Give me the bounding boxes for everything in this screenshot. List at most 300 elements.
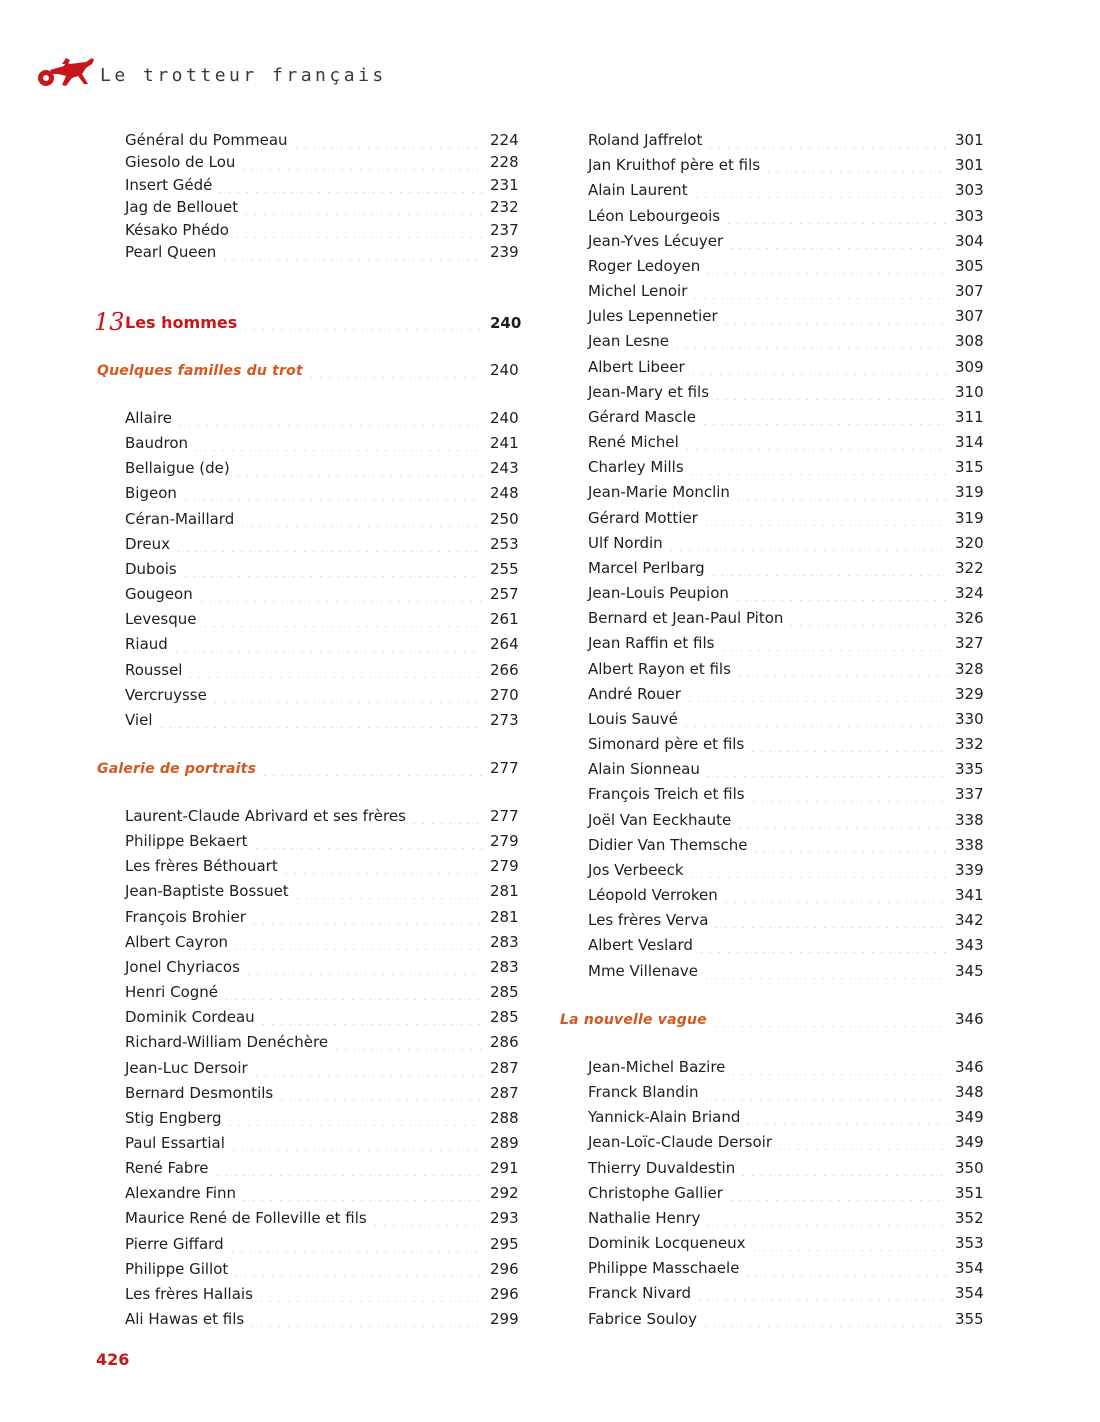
dot-leader — [722, 323, 947, 324]
entry-page: 335 — [955, 760, 984, 779]
toc-entry — [588, 836, 985, 858]
entry-page: 224 — [490, 131, 519, 149]
entry-title: André Rouer — [588, 684, 681, 703]
entry-page: 353 — [955, 1234, 984, 1253]
toc-entry — [125, 243, 520, 265]
entry-title: Richard-William Denéchère — [125, 1033, 329, 1052]
dot-leader — [729, 1074, 947, 1075]
entry-title: Albert Libeer — [588, 357, 685, 376]
dot-leader — [735, 676, 947, 677]
entry-page: 255 — [490, 559, 519, 578]
entry-title: Franck Blandin — [588, 1083, 699, 1102]
dot-leader — [229, 1150, 482, 1151]
chapter-number: 13 — [94, 308, 125, 336]
toc-entry — [125, 1159, 520, 1181]
entry-page: 304 — [955, 231, 984, 250]
dot-leader — [252, 1075, 482, 1076]
dot-leader — [689, 374, 947, 375]
dot-leader — [248, 1326, 482, 1327]
entry-page: 319 — [955, 483, 984, 502]
entry-page: 287 — [490, 1083, 519, 1102]
entry-page: 307 — [955, 307, 984, 326]
entry-page: 286 — [490, 1033, 519, 1052]
dot-leader — [743, 1275, 947, 1276]
toc-entry — [125, 882, 520, 904]
entry-page: 327 — [955, 634, 984, 653]
dot-leader — [332, 1049, 482, 1050]
dot-leader — [688, 474, 947, 475]
dot-leader — [719, 650, 948, 651]
entry-title: Jean-Luc Dersoir — [125, 1058, 248, 1077]
sulky-trotter-icon — [36, 52, 98, 92]
dot-leader — [211, 702, 482, 703]
toc-entry — [125, 535, 520, 557]
entry-page: 338 — [955, 835, 984, 854]
entry-title: Les frères Béthouart — [125, 857, 278, 876]
toc-entry — [125, 1235, 520, 1257]
entry-page: 257 — [490, 585, 519, 604]
toc-entry — [588, 1234, 985, 1256]
entry-title: Albert Veslard — [588, 936, 693, 955]
entry-page: 277 — [490, 759, 519, 777]
toc-entry — [588, 1108, 985, 1130]
dot-leader — [307, 377, 482, 378]
toc-entry — [125, 807, 520, 829]
entry-page: 273 — [490, 710, 519, 729]
dot-leader — [749, 801, 947, 802]
dot-leader — [226, 1125, 482, 1126]
toc-entry — [588, 282, 985, 304]
dot-leader — [234, 475, 482, 476]
dot-leader — [250, 924, 482, 925]
entry-page: 261 — [490, 610, 519, 629]
entry-title: Alexandre Finn — [125, 1184, 237, 1203]
entry-page: 270 — [490, 685, 519, 704]
toc-entry — [125, 958, 520, 980]
dot-leader — [257, 1301, 482, 1302]
entry-title: Késako Phédo — [125, 220, 229, 239]
dot-leader — [744, 1124, 947, 1125]
toc-entry — [125, 153, 520, 175]
dot-leader — [186, 677, 482, 678]
entry-page: 266 — [490, 660, 519, 679]
dot-leader — [176, 425, 482, 426]
entry-page: 279 — [490, 832, 519, 851]
toc-entry — [588, 962, 985, 984]
dot-leader — [260, 775, 482, 776]
dot-leader — [702, 1099, 947, 1100]
dot-leader — [181, 576, 482, 577]
entry-title: Mme Villenave — [588, 961, 699, 980]
toc-entry — [588, 433, 985, 455]
toc-entry — [125, 221, 520, 243]
dot-leader — [685, 701, 947, 702]
entry-title: Giesolo de Lou — [125, 153, 236, 172]
toc-entry — [588, 609, 985, 631]
entry-title: Dominik Cordeau — [125, 1008, 255, 1027]
dot-leader — [704, 273, 947, 274]
entry-title: Joël Van Eeckhaute — [588, 810, 732, 829]
toc-entry — [125, 832, 520, 854]
dot-leader — [750, 1250, 947, 1251]
page-number: 426 — [96, 1350, 130, 1369]
entry-title: Insert Gédé — [125, 175, 213, 194]
entry-page: 339 — [955, 860, 984, 879]
dot-leader — [787, 625, 947, 626]
entry-page: 324 — [955, 584, 984, 603]
dot-leader — [259, 1024, 482, 1025]
entry-title: Bernard et Jean-Paul Piton — [588, 609, 784, 628]
dot-leader — [764, 172, 947, 173]
entry-page: 319 — [955, 508, 984, 527]
entry-title: Simonard père et fils — [588, 735, 745, 754]
toc-entry — [125, 434, 520, 456]
dot-leader — [238, 526, 482, 527]
entry-title: Pearl Queen — [125, 243, 217, 261]
toc-entry — [588, 685, 985, 707]
dot-leader — [712, 927, 947, 928]
entry-page: 250 — [490, 509, 519, 528]
entry-title: La nouvelle vague — [560, 1012, 707, 1028]
toc-entry — [125, 1008, 520, 1030]
entry-title: Albert Cayron — [125, 932, 229, 951]
entry-page: 341 — [955, 886, 984, 905]
toc-entry — [588, 534, 985, 556]
dot-leader — [667, 550, 947, 551]
dot-leader — [706, 147, 947, 148]
toc-entry — [125, 857, 520, 879]
entry-page: 295 — [490, 1234, 519, 1253]
entry-page: 281 — [490, 907, 519, 926]
entry-title: René Fabre — [125, 1159, 209, 1178]
entry-title: Léon Lebourgeois — [588, 206, 721, 225]
entry-title: Allaire — [125, 409, 173, 427]
entry-page: 228 — [490, 153, 519, 172]
toc-entry — [588, 483, 985, 505]
entry-title: Dreux — [125, 534, 170, 553]
dot-leader — [713, 399, 947, 400]
entry-title: Quelques familles du trot — [97, 363, 303, 379]
toc-entry — [125, 198, 520, 220]
toc-entry — [125, 1310, 520, 1332]
toc-entry — [588, 408, 985, 430]
dot-leader — [711, 1026, 947, 1027]
toc-entry — [588, 861, 985, 883]
entry-title: Christophe Gallier — [588, 1183, 723, 1202]
toc-entry — [588, 886, 985, 908]
entry-page: 289 — [490, 1133, 519, 1152]
entry-title: Gérard Mottier — [588, 508, 698, 527]
dot-leader — [704, 1225, 947, 1226]
entry-title: Pierre Giffard — [125, 1234, 224, 1253]
entry-title: François Treich et fils — [588, 785, 745, 804]
entry-page: 293 — [490, 1209, 519, 1228]
entry-page: 346 — [955, 1010, 984, 1028]
entry-title: Galerie de portraits — [97, 761, 257, 777]
toc-entry — [125, 1260, 520, 1282]
dot-leader — [174, 551, 482, 552]
dot-leader — [232, 949, 482, 950]
dot-leader — [292, 147, 482, 148]
entry-title: Jean-Marie Monclin — [588, 483, 730, 502]
entry-page: 231 — [490, 175, 519, 194]
dot-leader — [702, 525, 947, 526]
toc-entry — [588, 383, 985, 405]
dot-leader — [241, 329, 482, 330]
entry-page: 303 — [955, 181, 984, 200]
toc-entry — [588, 332, 985, 354]
entry-page: 301 — [955, 156, 984, 175]
toc-entry — [125, 686, 520, 708]
toc-entry — [125, 1084, 520, 1106]
entry-title: Michel Lenoir — [588, 282, 688, 301]
toc-entry — [125, 1109, 520, 1131]
entry-title: Roussel — [125, 660, 183, 679]
toc-entry — [125, 409, 520, 431]
entry-title: Jules Lepennetier — [588, 307, 718, 326]
toc-entry — [125, 484, 520, 506]
dot-leader — [410, 823, 482, 824]
entry-title: Céran-Maillard — [125, 509, 235, 528]
dot-leader — [240, 1200, 482, 1201]
entry-title: Jean Raffin et fils — [588, 634, 715, 653]
dot-leader — [695, 1300, 947, 1301]
entry-page: 283 — [490, 932, 519, 951]
entry-page: 279 — [490, 857, 519, 876]
entry-title: Jag de Bellouet — [125, 198, 239, 217]
dot-leader — [688, 877, 947, 878]
entry-page: 350 — [955, 1158, 984, 1177]
entry-page: 343 — [955, 936, 984, 955]
dot-leader — [242, 214, 482, 215]
entry-title: Alain Laurent — [588, 181, 688, 200]
toc-entry — [588, 207, 985, 229]
entry-page: 329 — [955, 684, 984, 703]
entry-page: 315 — [955, 458, 984, 477]
entry-page: 345 — [955, 961, 984, 980]
entry-title: Albert Rayon et fils — [588, 659, 731, 678]
entry-title: Ali Hawas et fils — [125, 1310, 245, 1328]
entry-page: 328 — [955, 659, 984, 678]
entry-page: 241 — [490, 434, 519, 453]
entry-page: 303 — [955, 206, 984, 225]
toc-entry — [588, 1083, 985, 1105]
toc-entry — [125, 711, 520, 733]
entry-page: 299 — [490, 1310, 519, 1328]
entry-page: 232 — [490, 198, 519, 217]
dot-leader — [252, 848, 482, 849]
dot-leader — [222, 999, 482, 1000]
entry-title: Les hommes — [125, 313, 238, 332]
toc-entry — [588, 156, 985, 178]
dot-leader — [722, 902, 947, 903]
dot-leader — [727, 1200, 947, 1201]
toc-entry — [125, 610, 520, 632]
entry-title: Dubois — [125, 559, 177, 578]
entry-title: Vercruysse — [125, 685, 207, 704]
entry-page: 351 — [955, 1183, 984, 1202]
dot-leader — [702, 978, 947, 979]
entry-title: Franck Nivard — [588, 1284, 691, 1303]
entry-page: 301 — [955, 131, 984, 149]
entry-title: Jos Verbeeck — [588, 860, 684, 879]
toc-section-heading — [97, 759, 520, 781]
dot-leader — [371, 1225, 482, 1226]
toc-entry — [125, 983, 520, 1005]
entry-title: René Michel — [588, 433, 679, 452]
toc-entry — [125, 1184, 520, 1206]
entry-page: 352 — [955, 1208, 984, 1227]
entry-page: 240 — [490, 314, 522, 332]
entry-page: 337 — [955, 785, 984, 804]
entry-title: Jean-Yves Lécuyer — [588, 231, 724, 250]
entry-title: Jean-Michel Bazire — [588, 1058, 726, 1076]
dot-leader — [239, 169, 482, 170]
dot-leader — [692, 197, 947, 198]
entry-page: 248 — [490, 484, 519, 503]
toc-entry — [588, 710, 985, 732]
dot-leader — [233, 237, 482, 238]
toc-entry — [588, 458, 985, 480]
dot-leader — [181, 500, 482, 501]
entry-title: Jean-Baptiste Bossuet — [125, 882, 289, 901]
entry-page: 355 — [955, 1309, 984, 1328]
entry-page: 285 — [490, 1008, 519, 1027]
entry-page: 296 — [490, 1284, 519, 1303]
entry-page: 291 — [490, 1159, 519, 1178]
entry-page: 320 — [955, 533, 984, 552]
dot-leader — [697, 952, 947, 953]
toc-chapter-heading — [125, 313, 520, 335]
dot-leader — [776, 1149, 947, 1150]
toc-entry — [588, 307, 985, 329]
entry-page: 285 — [490, 983, 519, 1002]
toc-section-heading — [97, 361, 520, 383]
dot-leader — [192, 450, 482, 451]
entry-page: 283 — [490, 957, 519, 976]
toc-entry — [125, 131, 520, 153]
dot-leader — [748, 751, 947, 752]
toc-entry — [588, 760, 985, 782]
entry-title: Philippe Gillot — [125, 1259, 229, 1278]
entry-page: 287 — [490, 1058, 519, 1077]
toc-entry — [125, 933, 520, 955]
entry-title: Riaud — [125, 635, 168, 654]
toc-entry — [588, 911, 985, 933]
toc-entry — [588, 1184, 985, 1206]
entry-title: Léopold Verroken — [588, 886, 718, 905]
entry-page: 281 — [490, 882, 519, 901]
entry-title: Laurent-Claude Abrivard et ses frères — [125, 807, 406, 825]
entry-title: Viel — [125, 710, 153, 729]
entry-title: Philippe Masschaele — [588, 1259, 740, 1278]
entry-title: Ulf Nordin — [588, 533, 663, 552]
toc-entry — [588, 1259, 985, 1281]
entry-page: 342 — [955, 911, 984, 930]
toc-entry — [588, 1310, 985, 1332]
entry-page: 288 — [490, 1108, 519, 1127]
entry-title: Louis Sauvé — [588, 709, 678, 728]
toc-entry — [125, 510, 520, 532]
entry-page: 326 — [955, 609, 984, 628]
dot-leader — [232, 1276, 482, 1277]
dot-leader — [277, 1100, 482, 1101]
toc-entry — [125, 635, 520, 657]
entry-page: 239 — [490, 243, 519, 261]
entry-title: François Brohier — [125, 907, 246, 926]
entry-page: 305 — [955, 256, 984, 275]
entry-page: 346 — [955, 1058, 984, 1076]
toc-entry — [588, 257, 985, 279]
entry-title: Baudron — [125, 434, 189, 453]
entry-title: Gérard Mascle — [588, 407, 696, 426]
dot-leader — [157, 727, 483, 728]
entry-title: Marcel Perlbarg — [588, 558, 705, 577]
dot-leader — [735, 827, 947, 828]
entry-page: 354 — [955, 1284, 984, 1303]
toc-entry — [588, 232, 985, 254]
entry-title: Jean-Loïc-Claude Dersoir — [588, 1133, 772, 1152]
entry-page: 354 — [955, 1259, 984, 1278]
dot-leader — [751, 852, 947, 853]
toc-entry — [588, 584, 985, 606]
toc-entry — [588, 358, 985, 380]
toc-entry — [588, 1209, 985, 1231]
toc-entry — [588, 634, 985, 656]
dot-leader — [691, 298, 947, 299]
dot-leader — [724, 223, 947, 224]
entry-title: Jean-Louis Peupion — [588, 584, 729, 603]
dot-leader — [228, 1251, 482, 1252]
toc-entry — [588, 1058, 985, 1080]
entry-title: Les frères Hallais — [125, 1284, 253, 1303]
toc-entry — [125, 560, 520, 582]
entry-page: 348 — [955, 1083, 984, 1102]
entry-title: Jean Lesne — [588, 332, 669, 351]
toc-entry — [588, 785, 985, 807]
entry-title: Thierry Duvaldestin — [588, 1158, 736, 1177]
toc-entry — [125, 1285, 520, 1307]
entry-title: Yannick-Alain Briand — [588, 1108, 741, 1127]
toc-entry — [588, 811, 985, 833]
running-header — [36, 52, 387, 92]
book-title: Le trotteur français — [100, 64, 387, 86]
entry-page: 314 — [955, 433, 984, 452]
entry-title: Dominik Locqueneux — [588, 1234, 746, 1253]
entry-page: 243 — [490, 459, 519, 478]
toc-entry — [125, 908, 520, 930]
dot-leader — [701, 1326, 947, 1327]
toc-section-heading — [560, 1010, 985, 1032]
entry-page: 330 — [955, 709, 984, 728]
toc-entry — [588, 735, 985, 757]
toc-entry — [588, 660, 985, 682]
entry-page: 240 — [490, 361, 519, 379]
entry-page: 310 — [955, 382, 984, 401]
dot-leader — [709, 575, 947, 576]
entry-title: Roland Jaffrelot — [588, 131, 703, 149]
toc-entry — [125, 459, 520, 481]
toc-entry — [125, 1209, 520, 1231]
dot-leader — [739, 1175, 947, 1176]
entry-title: Maurice René de Folleville et fils — [125, 1209, 367, 1228]
entry-page: 307 — [955, 282, 984, 301]
dot-leader — [700, 424, 947, 425]
entry-page: 308 — [955, 332, 984, 351]
dot-leader — [682, 726, 947, 727]
dot-leader — [197, 601, 482, 602]
entry-page: 253 — [490, 534, 519, 553]
